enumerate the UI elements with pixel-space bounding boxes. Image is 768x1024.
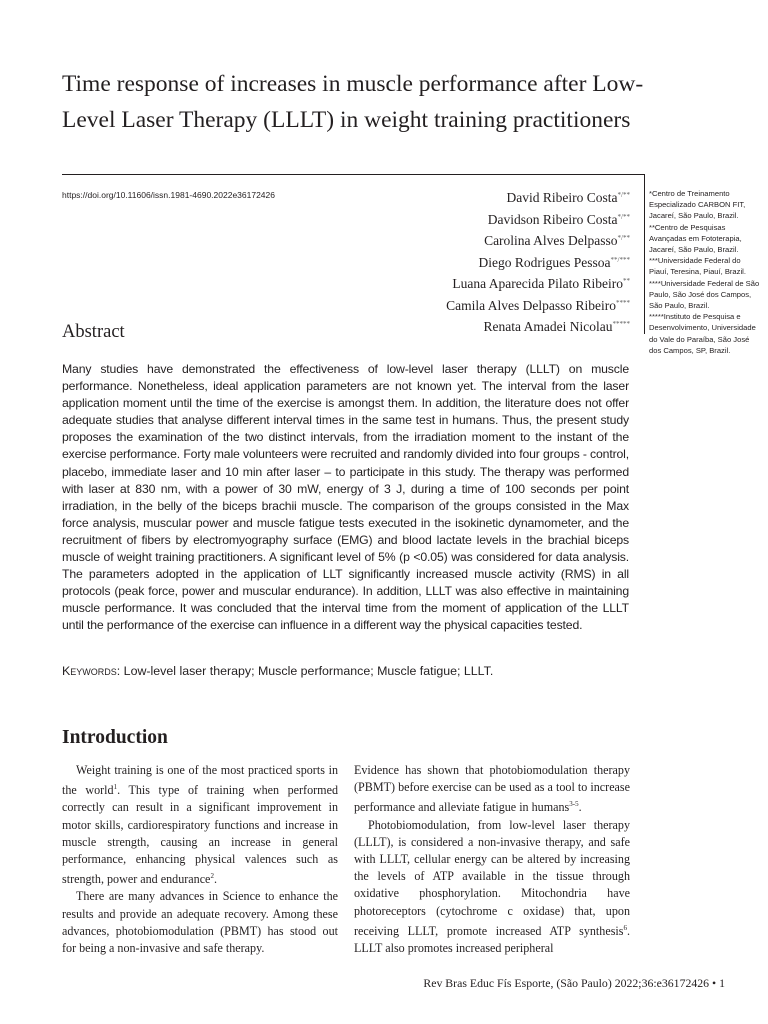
affiliation: *****Instituto de Pesquisa e Desenvolvimento, Universidade do Vale do Paraíba, São José dos Campos, SP, Brazil. xyxy=(649,312,756,355)
keywords-text: Low-level laser therapy; Muscle performance; Muscle fatigue; LLLT. xyxy=(123,664,494,678)
author: Camila Alves Delpasso Ribeiro**** xyxy=(446,297,630,313)
paragraph: Weight training is one of the most practiced sports in the world$^1$. This type of training when performed correctly can result in a significant improvement in motor skills, cardiorespiratory functions and increase in muscle strength, causing an increase in general performance, enhancing physical valences such as strength, power and endurance$^2$. xyxy=(62,763,338,887)
introduction-column-right xyxy=(354,762,630,957)
introduction-column-left xyxy=(62,762,338,957)
paragraph: There are many advances in Science to enhance the results and provide an adequate recovery. Among these advances, photobiomodulation (PBMT) has stood out for being a non-invasive and safe therapy. xyxy=(62,889,338,956)
author: Carolina Alves Delpasso*/** xyxy=(484,233,630,248)
author-list xyxy=(446,186,630,337)
introduction-heading: Introduction xyxy=(62,727,168,748)
paragraph: Evidence has shown that photobiomodulation therapy (PBMT) before exercise can be used as a tool to increase performance and alleviate fatigue in humans$^{3-5}$. xyxy=(354,763,630,815)
abstract-text: Many studies have demonstrated the effectiveness of low-level laser therapy (LLLT) on muscle performance. Nonetheless, ideal application parameters are not known yet. The interval from the laser application moment until the time of the exercise is amongst them. In addition, the literature does not offer adequate studies that analyse different interval times in the same test in humans. Thus, the present study proposes the examination of the two distinct intervals, from the irradiation moment to the instant of the exercise performance. Forty male volunteers were recruited and randomly divided into four groups - control, placebo, immediate laser and 10 min after laser – to participate in this study. The therapy was performed with laser at 830 nm, with a power of 30 mW, energy of 3 J, during a time of 100 seconds per point irradiation, in the belly of the biceps brachii muscle. The comparison of the groups consisted in the Max force analysis, muscular power and muscle fatigue tests executed in the isokinetic dynamometer, and the recruitment of fibers by electromyography surface (EMG) and blood lactate levels in the brachial biceps muscle of weight training practitioners. A significant level of 5% (p <0.05) was considered for data analysis. The parameters adopted in the application of LLT significantly increased muscle activity (RMS) in all protocols (peak force, power and muscular endurance). In addition, LLLT was also effective in maintaining muscle performance. It was concluded that the interval time from the moment of application of the LLLT until the performance of the exercise can influence in a different way the physical capacities tested. xyxy=(62,362,629,633)
affiliation-divider xyxy=(644,174,645,334)
doi-link[interactable]: https://doi.org/10.11606/issn.1981-4690.2022e36172426 xyxy=(62,190,275,200)
author: Renata Amadei Nicolau***** xyxy=(483,319,630,334)
affiliation: ****Universidade Federal de São Paulo, São José dos Campos, São Paulo, Brazil. xyxy=(649,278,760,311)
keywords: Keywords: Low-level laser therapy; Muscle performance; Muscle fatigue; LLLT. xyxy=(62,664,494,678)
article-title: Time response of increases in muscle performance after Low-Level Laser Therapy (LLLT) in weight training practitioners xyxy=(62,71,644,133)
author: Luana Aparecida Pilato Ribeiro** xyxy=(452,276,630,291)
title-rule xyxy=(62,174,644,175)
author: David Ribeiro Costa*/** xyxy=(506,190,630,205)
keywords-label: Keywords xyxy=(62,664,117,678)
abstract-heading: Abstract xyxy=(62,322,125,342)
affiliation: **Centro de Pesquisas Avançadas em Fototerapia, Jacareí, São Paulo, Brazil. xyxy=(649,222,742,255)
affiliation: *Centro de Treinamento Especializado CARBON FIT, Jacareí, São Paulo, Brazil. xyxy=(649,189,746,221)
paragraph: Photobiomodulation, from low-level laser therapy (LLLT), is considered a non-invasive therapy, and safe with LLLT, cellular energy can be altered by increasing the levels of ATP available in the tissue through oxidative phosphorylation. Mitochondria have photoreceptors (cytochrome c oxidase) that, upon receiving LLLT, promote increased ATP synthesis$^6$. LLLT also promotes increased peripheral xyxy=(354,817,630,956)
affiliations xyxy=(649,188,761,356)
page-footer: Rev Bras Educ Fís Esporte, (São Paulo) 2022;36:e36172426 • 1 xyxy=(423,976,725,990)
affiliation: ***Universidade Federal do Piauí, Teresina, Piauí, Brazil. xyxy=(649,256,746,277)
author: Davidson Ribeiro Costa*/** xyxy=(487,211,630,227)
author: Diego Rodrigues Pessoa**/*** xyxy=(478,254,630,270)
